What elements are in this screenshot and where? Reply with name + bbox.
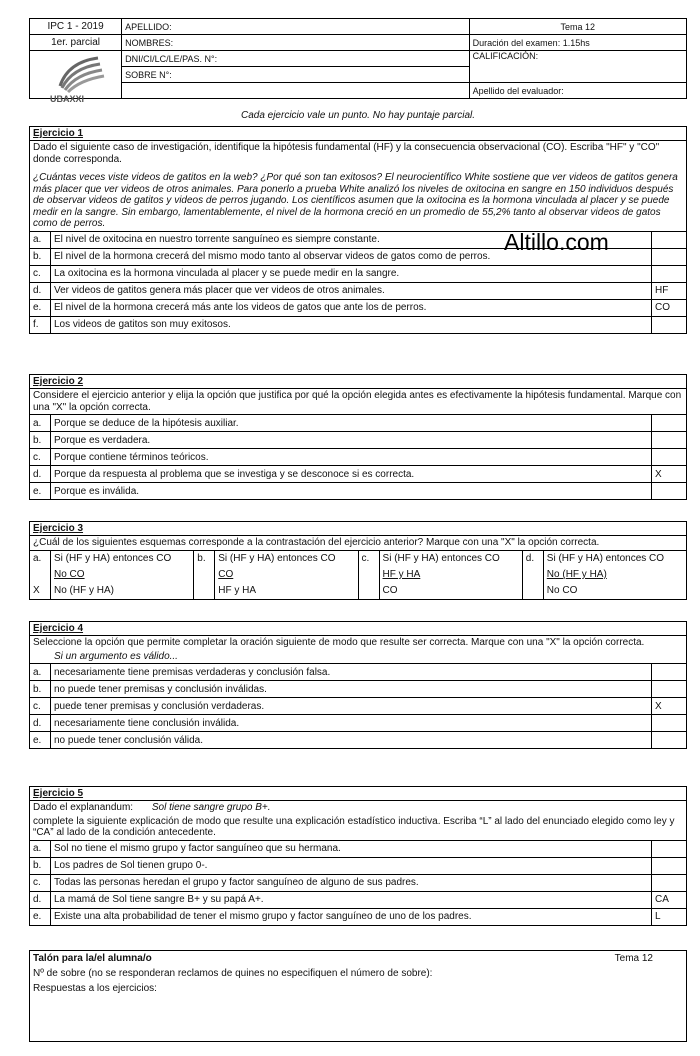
option-text: Los padres de Sol tienen grupo 0-. [51, 857, 652, 874]
logo-swoosh-icon [32, 52, 112, 104]
option-text: Porque es verdadera. [51, 432, 652, 449]
option-row [30, 874, 686, 891]
scheme-mark-box[interactable] [358, 567, 379, 583]
option-text: Sol no tiene el mismo grupo y factor sanguíneo que su hermana. [51, 840, 652, 857]
option-letter: d. [30, 891, 51, 908]
option-row [30, 664, 686, 681]
scheme-line: HF y HA [218, 585, 257, 596]
option-letter: e. [30, 483, 51, 500]
calificacion-field[interactable]: CALIFICACIÓN: [469, 51, 686, 83]
option-letter: b. [30, 681, 51, 698]
answer-box[interactable] [652, 248, 687, 265]
answer-box[interactable] [652, 316, 687, 333]
option-text: puede tener premisas y conclusión verdaderas. [51, 698, 652, 715]
answer-box[interactable] [652, 681, 687, 698]
answer-box[interactable] [652, 874, 687, 891]
ex1-options [30, 231, 686, 333]
option-text: necesariamente tiene conclusión inválida. [51, 715, 652, 732]
option-row [30, 715, 686, 732]
option-letter: b. [30, 248, 51, 265]
option-row [30, 432, 686, 449]
option-letter: c. [30, 698, 51, 715]
scheme-line: No (HF y HA) [546, 569, 607, 580]
talon-answers-line[interactable]: Respuestas a los ejercicios: [33, 983, 157, 994]
ejercicio-5 [29, 786, 687, 926]
option-row [30, 840, 686, 857]
ex5-intro: complete la siguiente explicación de modo que resulte una explicación estadístico inductiva. Escriba “L” al lado del enunciado elegido como ley y “CA” al lado de la condición antecedente. [33, 815, 675, 838]
scheme-line: No CO [546, 585, 578, 596]
scheme-mark-box[interactable] [522, 567, 543, 583]
scheme-row [30, 550, 686, 567]
ejercicio-2 [29, 374, 687, 500]
option-row [30, 282, 686, 299]
scheme-mark-box [522, 583, 543, 599]
evaluador-field[interactable]: Apellido del evaluador: [469, 83, 686, 99]
answer-box[interactable] [652, 840, 687, 857]
option-text: Porque contiene términos teóricos. [51, 449, 652, 466]
ex2-title: Ejercicio 2 [33, 376, 84, 387]
option-row [30, 316, 686, 333]
blank-field [122, 83, 470, 99]
option-letter: b. [30, 857, 51, 874]
scheme-mark-box [194, 583, 215, 599]
ex4-sentence: Si un argumento es válido... [54, 650, 178, 662]
option-text: Ver videos de gatitos genera más placer que ver videos de otros animales. [51, 282, 652, 299]
option-letter: d. [30, 715, 51, 732]
nombres-field[interactable]: NOMBRES: [122, 35, 470, 51]
answer-box[interactable] [652, 664, 687, 681]
watermark: Altillo.com [504, 229, 609, 255]
ex1-case: ¿Cuántas veces viste videos de gatitos en la web? ¿Por qué son tan exitosos? El neurocientífico White sostiene que ver videos de gatitos genera más placer que ver videos de otros animales. Para ponerlo a prueba White analizó los niveles de oxitocina en sangre en 150 individuos después de observar videos de gatitos y videos de perros jugando. Los científicos asumen que la oxitocina es la hormona vinculada al placer y se puede medir en la sangre. Sin embargo, lamentablemente, el nivel de la hormona creció en un promedio de 55,2% tanto al observar videos de gatos como de perros. [33, 172, 678, 229]
option-row [30, 449, 686, 466]
logo-text: UBAXXI [50, 94, 85, 104]
option-row [30, 231, 686, 248]
ejercicio-1 [29, 126, 687, 334]
ex5-options [30, 840, 686, 925]
ejercicio-4 [29, 621, 687, 749]
option-text: Los videos de gatitos son muy exitosos. [51, 316, 652, 333]
option-letter: a. [30, 415, 51, 432]
talon-sobre-line[interactable]: Nº de sobre (no se responderan reclamos de quines no especifiquen el número de sobre): [33, 968, 433, 979]
ejercicio-3 [29, 521, 687, 600]
option-row [30, 681, 686, 698]
scheme-line: Si (HF y HA) entonces CO [51, 550, 194, 567]
scheme-mark-box[interactable] [30, 567, 51, 583]
ex5-explanandum-label: Dado el explanandum: [33, 802, 134, 813]
apellido-field[interactable]: APELLIDO: [122, 19, 470, 35]
answer-box[interactable] [652, 857, 687, 874]
ex1-intro: Dado el siguiente caso de investigación, identifique la hipótesis fundamental (HF) y la consecuencia observacional (CO). Escriba "HF" y "CO" donde corresponda. [33, 142, 660, 165]
option-letter: c. [30, 874, 51, 891]
scheme-line: CO [382, 585, 398, 596]
ex5-explanandum: Sol tiene sangre grupo B+. [151, 802, 271, 813]
option-row [30, 698, 686, 715]
answer-box[interactable] [652, 732, 687, 749]
ex1-title: Ejercicio 1 [33, 128, 84, 139]
option-letter: a. [30, 840, 51, 857]
option-text: Existe una alta probabilidad de tener el mismo grupo y factor sanguíneo de uno de los padres. [51, 908, 652, 925]
answer-box[interactable]: CA [652, 891, 687, 908]
ex3-title: Ejercicio 3 [33, 523, 84, 534]
ex4-title: Ejercicio 4 [33, 623, 84, 634]
answer-box[interactable] [652, 415, 687, 432]
tema-label: Tema 12 [469, 19, 686, 35]
exam-name: IPC 1 - 2019 [30, 19, 122, 35]
option-letter: e. [30, 299, 51, 316]
option-letter: d. [30, 282, 51, 299]
option-text: no puede tener premisas y conclusión inválidas. [51, 681, 652, 698]
scheme-line: Si (HF y HA) entonces CO [379, 550, 522, 567]
option-row [30, 891, 686, 908]
answer-box[interactable]: CO [652, 299, 687, 316]
talon-tema: Tema 12 [614, 953, 653, 964]
scheme-letter: c. [358, 550, 379, 567]
scheme-line: HF y HA [382, 569, 421, 580]
option-letter: f. [30, 316, 51, 333]
answer-box[interactable]: L [652, 908, 687, 925]
option-text: El nivel de oxitocina en nuestro torrente sanguíneo es siempre constante. [51, 231, 652, 248]
scheme-row [30, 567, 686, 583]
answer-box[interactable] [652, 265, 687, 282]
option-text: La mamá de Sol tiene sangre B+ y su papá A+. [51, 891, 652, 908]
scheme-line: No (HF y HA) [54, 585, 114, 596]
answer-box[interactable]: X [652, 698, 687, 715]
option-text: necesariamente tiene premisas verdaderas y conclusión falsa. [51, 664, 652, 681]
ex2-intro: Considere el ejercicio anterior y elija la opción que justifica por qué la opción elegida antes es efectivamente la hipótesis fundamental. Marque con una "X" la opción correcta. [33, 390, 682, 413]
scheme-letter: d. [522, 550, 543, 567]
option-letter: d. [30, 466, 51, 483]
option-text: Porque se deduce de la hipótesis auxiliar. [51, 415, 652, 432]
option-letter: b. [30, 432, 51, 449]
option-row [30, 265, 686, 282]
scheme-letter: a. [30, 550, 51, 567]
scheme-letter: b. [194, 550, 215, 567]
scheme-mark-box: X [30, 583, 51, 599]
ex5-explanandum-line [30, 801, 686, 815]
ex5-title: Ejercicio 5 [33, 788, 84, 799]
option-text: Porque es inválida. [51, 483, 652, 500]
option-text: La oxitocina es la hormona vinculada al placer y se puede medir en la sangre. [51, 265, 652, 282]
option-letter: a. [30, 231, 51, 248]
option-row [30, 248, 686, 265]
ex2-options [30, 414, 686, 499]
option-row [30, 299, 686, 316]
option-text: Porque da respuesta al problema que se investiga y se desconoce si es correcta. [51, 466, 652, 483]
option-text: El nivel de la hormona crecerá más ante los videos de gatos que ante los de perros. [51, 299, 652, 316]
exam-type: 1er. parcial [30, 35, 122, 51]
scheme-row [30, 583, 686, 599]
dni-field[interactable]: DNI/CI/LC/LE/PAS. N°: [122, 51, 470, 67]
ex4-intro: Seleccione la opción que permite completar la oración siguiente de modo que resulte ser correcta. Marque con una "X" la opción correcta. [33, 637, 645, 648]
answer-box[interactable] [652, 449, 687, 466]
exam-header [29, 18, 687, 99]
answer-box[interactable] [652, 432, 687, 449]
ex4-options [30, 663, 686, 748]
option-row [30, 415, 686, 432]
option-row [30, 732, 686, 749]
option-text: El nivel de la hormona crecerá del mismo modo tanto al observar videos de gatos como de perros. [51, 248, 652, 265]
ubaxxi-logo [32, 52, 112, 104]
option-text: Todas las personas heredan el grupo y factor sanguíneo de alguno de sus padres. [51, 874, 652, 891]
scheme-line: CO [218, 569, 234, 580]
answer-box[interactable]: HF [652, 282, 687, 299]
option-letter: e. [30, 732, 51, 749]
answer-box[interactable] [652, 715, 687, 732]
answer-box[interactable]: X [652, 466, 687, 483]
talon [29, 950, 687, 1042]
answer-box[interactable] [652, 483, 687, 500]
option-letter: c. [30, 265, 51, 282]
option-letter: e. [30, 908, 51, 925]
ex3-schemes [30, 550, 686, 599]
scoring-note: Cada ejercicio vale un punto. No hay puntaje parcial. [240, 110, 476, 121]
scheme-mark-box [358, 583, 379, 599]
talon-title: Talón para la/el alumna/o [33, 953, 152, 964]
option-row [30, 466, 686, 483]
scheme-line: No CO [54, 569, 85, 580]
sobre-field[interactable]: SOBRE N°: [122, 67, 470, 83]
scheme-line: Si (HF y HA) entonces CO [543, 550, 686, 567]
option-letter: c. [30, 449, 51, 466]
duracion-label: Duración del examen: 1.15hs [469, 35, 686, 51]
answer-box[interactable] [652, 231, 687, 248]
scheme-line: Si (HF y HA) entonces CO [215, 550, 358, 567]
ex3-intro: ¿Cuál de los siguientes esquemas corresponde a la contrastación del ejercicio anterior? Marque con una "X" la opción correcta. [33, 537, 600, 548]
option-row [30, 857, 686, 874]
scheme-mark-box[interactable] [194, 567, 215, 583]
option-row [30, 483, 686, 500]
option-row [30, 908, 686, 925]
option-letter: a. [30, 664, 51, 681]
option-text: no puede tener conclusión válida. [51, 732, 652, 749]
